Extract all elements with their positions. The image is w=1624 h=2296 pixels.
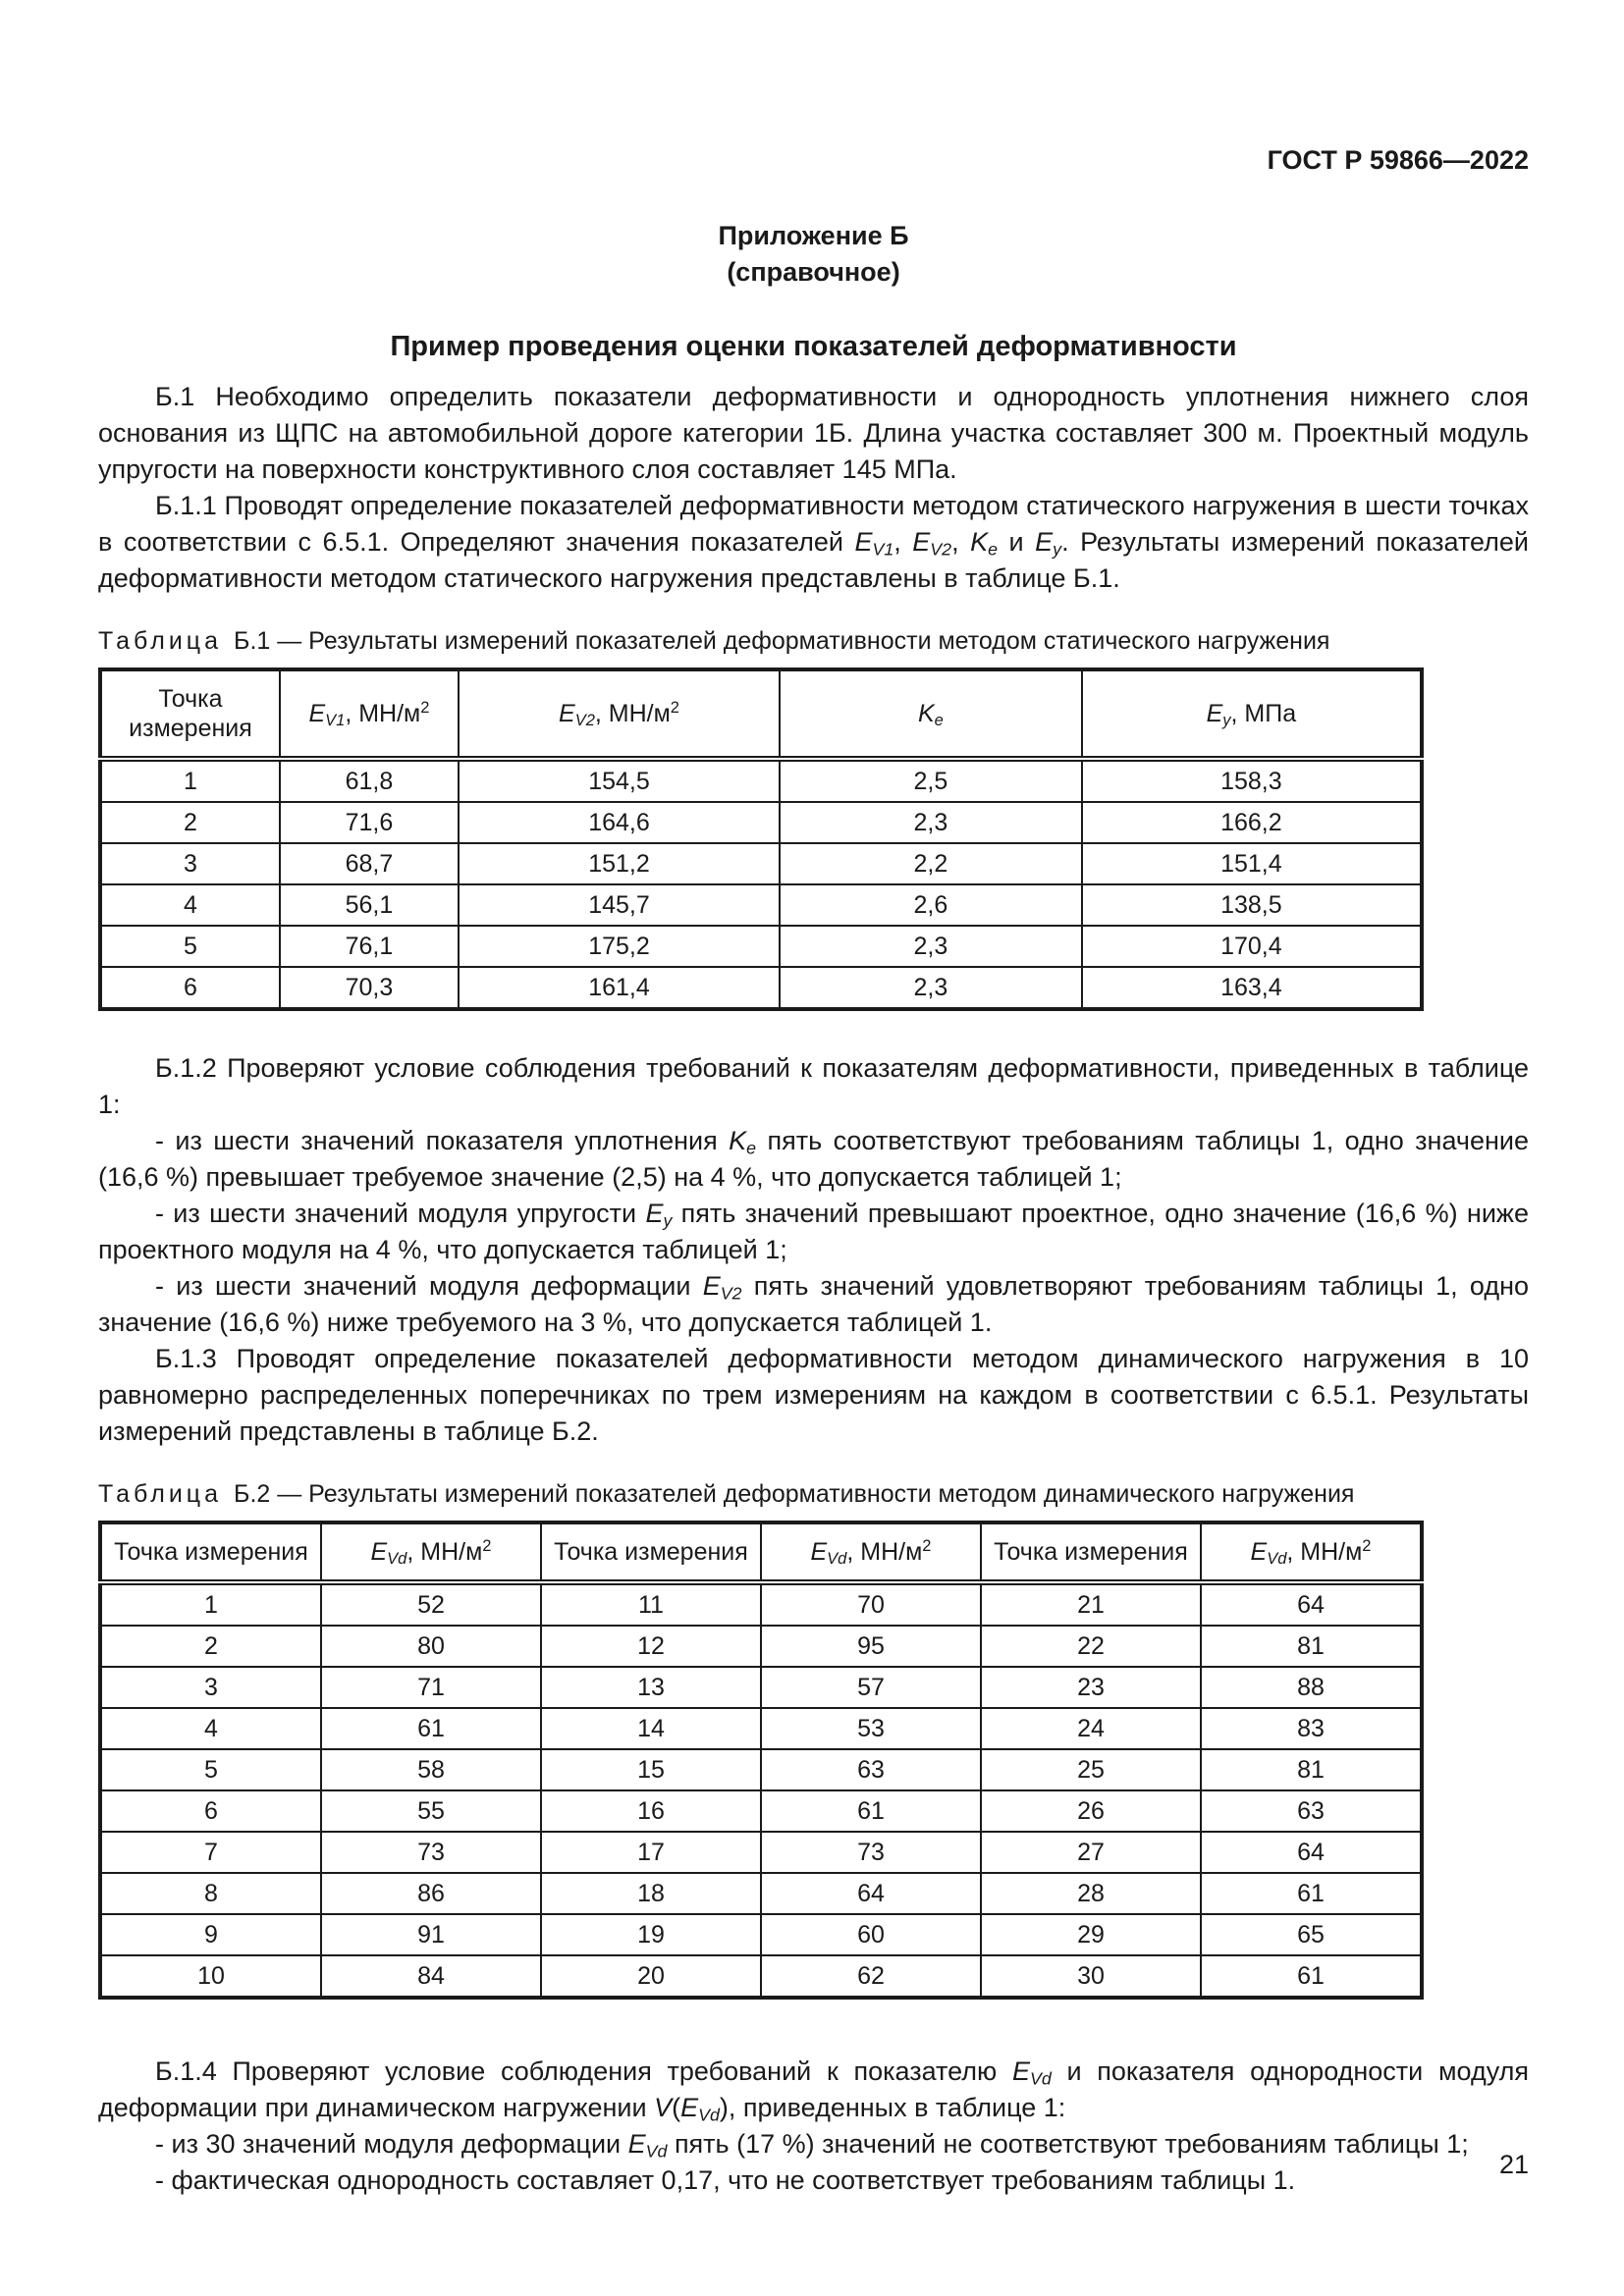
table-cell: 62	[761, 1955, 981, 1998]
table-row	[100, 884, 1422, 926]
table-cell: 166,2	[1082, 802, 1422, 843]
table-b2-header-evd-3: $E_{Vd}$, $МН/м^2$	[1201, 1522, 1422, 1582]
table-cell: 26	[981, 1790, 1201, 1832]
table-cell: 71	[321, 1667, 541, 1708]
paragraph-b12-item2: - из шести значений модуля упругости $E_y$ пять значений превышают проектное, одно значение (16,6 %) ниже проектного модуля на 4 %, что допускается таблицей 1;	[98, 1199, 1529, 1264]
table-row	[100, 926, 1422, 967]
table-b1-head	[100, 669, 1422, 759]
paragraph-b14-item2: - фактическая однородность составляет 0,17, что не соответствует требованиям таблицы 1.	[155, 2165, 1296, 2195]
table-cell: 5	[100, 926, 280, 967]
table-cell: 19	[541, 1914, 761, 1955]
table-cell: 4	[100, 1708, 321, 1749]
section-b14-block	[98, 2054, 1529, 2199]
table-cell: 151,2	[459, 843, 780, 884]
table-cell: 8	[100, 1873, 321, 1914]
table-cell: 164,6	[459, 802, 780, 843]
table-cell: 91	[321, 1914, 541, 1955]
table-cell: 56,1	[280, 884, 459, 926]
table-row	[100, 1790, 1422, 1832]
table-b1-caption-text: Б.1 — Результаты измерений показателей деформативности методом статического нагружения	[234, 627, 1330, 655]
table-row	[100, 1955, 1422, 1998]
table-b2-caption-label: Таблица	[98, 1480, 223, 1508]
table-cell: 20	[541, 1955, 761, 1998]
table-row	[100, 1749, 1422, 1790]
table-b1	[98, 667, 1424, 1011]
table-cell: 22	[981, 1626, 1201, 1667]
table-cell: 138,5	[1082, 884, 1422, 926]
table-cell: 18	[541, 1873, 761, 1914]
table-cell: 61,8	[280, 759, 459, 802]
table-cell: 60	[761, 1914, 981, 1955]
table-cell: 145,7	[459, 884, 780, 926]
table-cell: 3	[100, 1667, 321, 1708]
paragraph-b1: Б.1 Необходимо определить показатели деформативности и однородность уплотнения нижнего слоя основания из ЩПС на автомобильной дороге категории 1Б. Длина участка составляет 300 м. Проектный модуль упругости на поверхности конструктивного слоя составляет 145 МПа.	[98, 382, 1529, 484]
table-row	[100, 1914, 1422, 1955]
table-cell: 2	[100, 1626, 321, 1667]
table-cell: 175,2	[459, 926, 780, 967]
table-cell: 161,4	[459, 967, 780, 1009]
table-b1-body	[100, 759, 1422, 1009]
table-row	[100, 1582, 1422, 1626]
table-b1-header-ev1: $E_{V1}$, $МН/м^2$	[280, 669, 459, 759]
table-b1-header-point: Точка измерения	[100, 669, 280, 759]
table-cell: 86	[321, 1873, 541, 1914]
table-row	[100, 843, 1422, 884]
table-cell: 28	[981, 1873, 1201, 1914]
table-b2-header-point-3: Точка измерения	[981, 1522, 1201, 1582]
page-number: 21	[1498, 2150, 1529, 2179]
appendix-title-line1: Приложение Б	[718, 221, 909, 250]
table-b1-header-ke: $K_e$	[780, 669, 1082, 759]
table-cell: 6	[100, 1790, 321, 1832]
table-b1-caption-label: Таблица	[98, 627, 223, 655]
table-row	[100, 967, 1422, 1009]
table-cell: 83	[1201, 1708, 1422, 1749]
table-b2-caption-text: Б.2 — Результаты измерений показателей деформативности методом динамического нагружения	[234, 1480, 1355, 1508]
section-b12-b13-block	[98, 1050, 1529, 1450]
paragraph-b12-item1: - из шести значений показателя уплотнения $K_e$ пять соответствуют требованиям таблицы 1, одно значение (16,6 %) превышает требуемое значение (2,5) на 4 %, что допускается таблицей 1;	[98, 1126, 1529, 1192]
table-row	[100, 802, 1422, 843]
table-cell: 25	[981, 1749, 1201, 1790]
table-cell: 53	[761, 1708, 981, 1749]
table-cell: 64	[761, 1873, 981, 1914]
table-cell: 17	[541, 1832, 761, 1873]
table-cell: 16	[541, 1790, 761, 1832]
table-cell: 158,3	[1082, 759, 1422, 802]
table-b1-header-ey: $E_y$, МПа	[1082, 669, 1422, 759]
paragraph-b12-item3: - из шести значений модуля деформации $E_{V2}$ пять значений удовлетворяют требованиям таблицы 1, одно значение (16,6 %) ниже требуемого на 3 %, что допускается таблицей 1.	[98, 1271, 1529, 1337]
table-row	[100, 1626, 1422, 1667]
table-cell: 76,1	[280, 926, 459, 967]
table-cell: 154,5	[459, 759, 780, 802]
table-cell: 81	[1201, 1626, 1422, 1667]
table-row	[100, 1832, 1422, 1873]
table-cell: 24	[981, 1708, 1201, 1749]
paragraph-b12-intro: Б.1.2 Проверяют условие соблюдения требований к показателям деформативности, приведенных в таблице 1:	[98, 1053, 1529, 1119]
table-cell: 61	[321, 1708, 541, 1749]
table-cell: 2,2	[780, 843, 1082, 884]
appendix-title-line2: (справочное)	[727, 257, 900, 287]
table-cell: 7	[100, 1832, 321, 1873]
table-cell: 9	[100, 1914, 321, 1955]
table-cell: 6	[100, 967, 280, 1009]
appendix-title	[98, 218, 1529, 291]
table-cell: 151,4	[1082, 843, 1422, 884]
table-cell: 12	[541, 1626, 761, 1667]
table-cell: 73	[321, 1832, 541, 1873]
table-cell: 61	[1201, 1955, 1422, 1998]
table-cell: 2,5	[780, 759, 1082, 802]
table-cell: 2,3	[780, 802, 1082, 843]
table-cell: 27	[981, 1832, 1201, 1873]
table-cell: 2,3	[780, 926, 1082, 967]
table-cell: 30	[981, 1955, 1201, 1998]
table-cell: 70	[761, 1582, 981, 1626]
table-cell: 170,4	[1082, 926, 1422, 967]
table-b2-head	[100, 1522, 1422, 1582]
table-cell: 15	[541, 1749, 761, 1790]
table-cell: 84	[321, 1955, 541, 1998]
table-b2-caption	[98, 1477, 1529, 1511]
table-cell: 14	[541, 1708, 761, 1749]
section-b1-block	[98, 379, 1529, 597]
table-cell: 2	[100, 802, 280, 843]
table-cell: 13	[541, 1667, 761, 1708]
table-b2-body	[100, 1582, 1422, 1998]
table-cell: 10	[100, 1955, 321, 1998]
table-cell: 55	[321, 1790, 541, 1832]
table-cell: 3	[100, 843, 280, 884]
table-b1-caption	[98, 624, 1529, 658]
table-b2-header-row	[100, 1522, 1422, 1582]
table-cell: 1	[100, 1582, 321, 1626]
table-cell: 68,7	[280, 843, 459, 884]
table-cell: 5	[100, 1749, 321, 1790]
table-b2-header-point-2: Точка измерения	[541, 1522, 761, 1582]
table-cell: 21	[981, 1582, 1201, 1626]
paragraph-b13: Б.1.3 Проводят определение показателей деформативности методом динамического нагружения в 10 равномерно распределенных поперечниках по трем измерениям на каждом в соответствии с 6.5.1. Результаты измерений представлены в таблице Б.2.	[98, 1344, 1529, 1446]
table-b2	[98, 1521, 1424, 2000]
table-b2-header-evd-2: $E_{Vd}$, $МН/м^2$	[761, 1522, 981, 1582]
table-cell: 81	[1201, 1749, 1422, 1790]
table-cell: 63	[1201, 1790, 1422, 1832]
table-b1-header-ev2: $E_{V2}$, $МН/м^2$	[459, 669, 780, 759]
table-row	[100, 759, 1422, 802]
table-row	[100, 1873, 1422, 1914]
table-cell: 95	[761, 1626, 981, 1667]
table-cell: 23	[981, 1667, 1201, 1708]
table-cell: 65	[1201, 1914, 1422, 1955]
table-cell: 11	[541, 1582, 761, 1626]
table-row	[100, 1708, 1422, 1749]
table-b2-header-evd-1: $E_{Vd}$, $МН/м^2$	[321, 1522, 541, 1582]
table-cell: 2,6	[780, 884, 1082, 926]
table-cell: 88	[1201, 1667, 1422, 1708]
document-header: ГОСТ Р 59866—2022	[1267, 145, 1529, 175]
page-title: Пример проведения оценки показателей деформативности	[390, 331, 1237, 362]
table-cell: 1	[100, 759, 280, 802]
paragraph-b14-intro: Б.1.4 Проверяют условие соблюдения требований к показателю $E_{Vd}$ и показателя однородности модуля деформации при динамическом нагружении $V(E_{Vd})$, приведенных в таблице 1:	[98, 2056, 1529, 2125]
paragraph-b11: Б.1.1 Проводят определение показателей деформативности методом статического нагружения в шести точках в соответствии с 6.5.1. Определяют значения показателей $E_{V1}$, $E_{V2}$, $K_e$ и $E_y$. Результаты измерений показателей деформативности методом статического нагружения представлены в таблице Б.1.	[98, 491, 1530, 593]
table-cell: 64	[1201, 1832, 1422, 1873]
table-cell: 57	[761, 1667, 981, 1708]
table-row	[100, 1667, 1422, 1708]
table-cell: 61	[761, 1790, 981, 1832]
table-cell: 63	[761, 1749, 981, 1790]
table-cell: 73	[761, 1832, 981, 1873]
table-cell: 58	[321, 1749, 541, 1790]
table-cell: 163,4	[1082, 967, 1422, 1009]
table-b1-header-row	[100, 669, 1422, 759]
table-cell: 61	[1201, 1873, 1422, 1914]
table-cell: 80	[321, 1626, 541, 1667]
paragraph-b14-item1: - из 30 значений модуля деформации $E_{Vd}$ пять (17 %) значений не соответствуют требованиям таблицы 1;	[155, 2129, 1469, 2162]
table-cell: 2,3	[780, 967, 1082, 1009]
table-cell: 70,3	[280, 967, 459, 1009]
table-cell: 29	[981, 1914, 1201, 1955]
table-cell: 52	[321, 1582, 541, 1626]
table-cell: 64	[1201, 1582, 1422, 1626]
table-b2-header-point-1: Точка измерения	[100, 1522, 321, 1582]
table-cell: 4	[100, 884, 280, 926]
table-cell: 71,6	[280, 802, 459, 843]
